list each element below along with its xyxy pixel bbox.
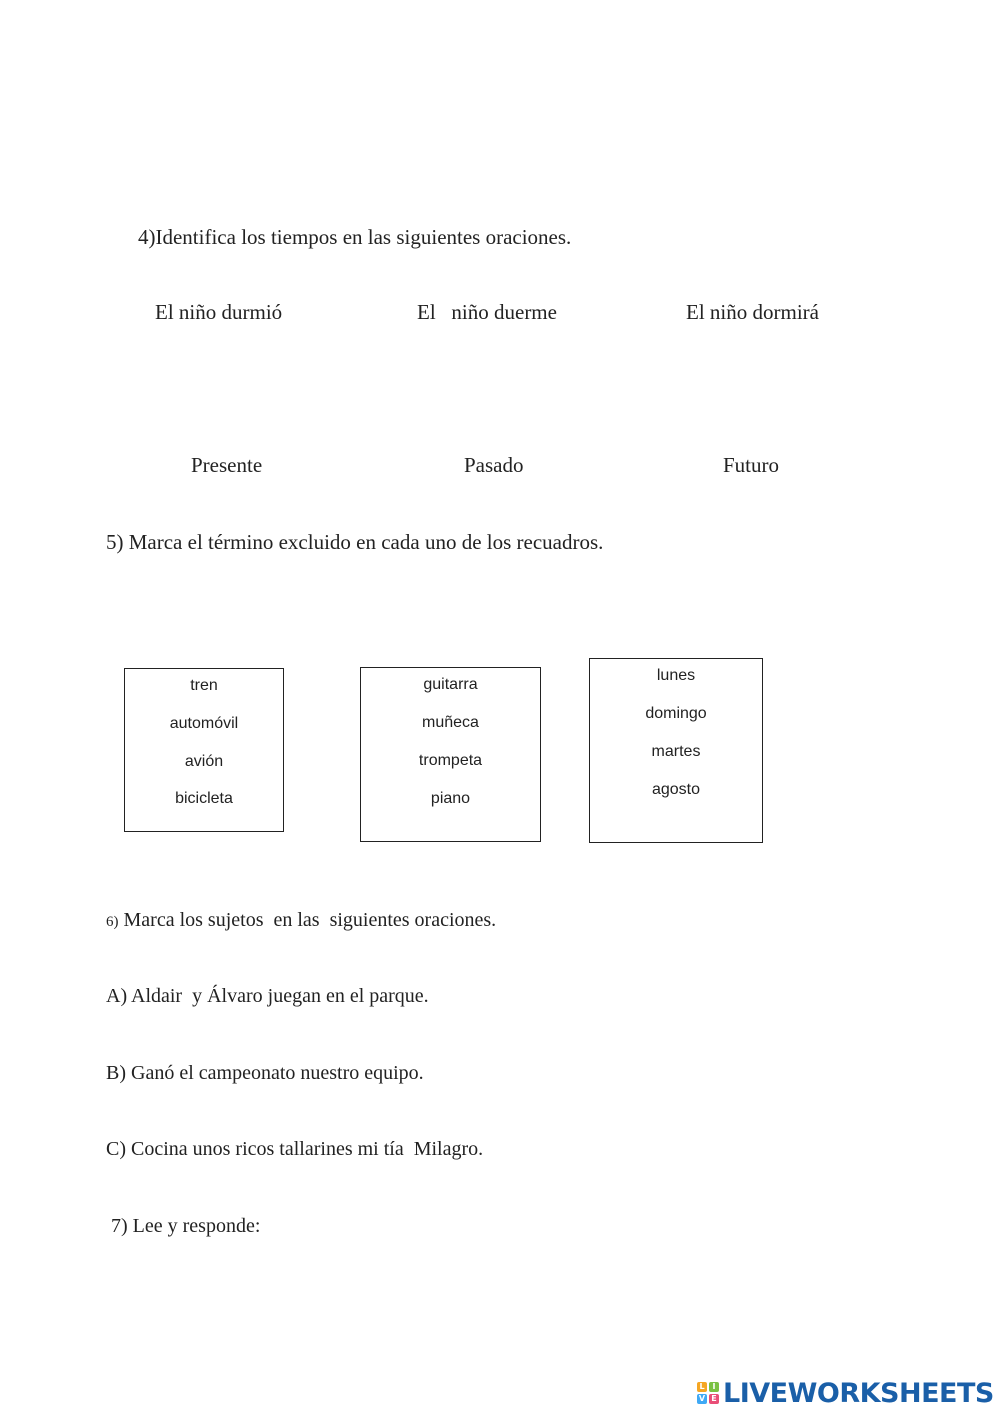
word-box-days	[589, 658, 763, 843]
word-option[interactable]: lunes	[656, 667, 696, 684]
word-option[interactable]: martes	[651, 743, 701, 760]
word-option[interactable]: trompeta	[418, 752, 483, 769]
logo-wordmark: LIVEWORKSHEETS	[723, 1377, 994, 1409]
sentence-past: El niño durmió	[155, 300, 283, 324]
section-6-heading-text: Marca los sujetos en las siguientes oraciones.	[118, 909, 497, 931]
logo-letter-e: E	[709, 1394, 719, 1404]
sentence-a[interactable]: A) Aldair y Álvaro juegan en el parque.	[106, 985, 429, 1007]
section-6-number: 6)	[106, 914, 119, 930]
tense-option-presente[interactable]: Presente	[191, 453, 263, 477]
sentence-c[interactable]: C) Cocina unos ricos tallarines mi tía Milagro.	[106, 1138, 484, 1160]
word-option[interactable]: muñeca	[422, 714, 479, 731]
word-option[interactable]: guitarra	[423, 676, 478, 693]
section-7-heading: 7) Lee y responde:	[111, 1215, 261, 1237]
sentence-future: El niño dormirá	[686, 300, 819, 324]
sentence-present: El niño duerme	[417, 300, 557, 324]
word-option[interactable]: bicicleta	[175, 790, 233, 807]
section-5-heading: 5) Marca el término excluido en cada uno de los recuadros.	[106, 530, 604, 554]
word-box-instruments	[360, 667, 541, 842]
tense-option-futuro[interactable]: Futuro	[723, 453, 780, 477]
word-option[interactable]: avión	[184, 753, 224, 770]
word-option[interactable]: agosto	[651, 781, 701, 798]
logo-letter-l: L	[697, 1382, 707, 1392]
liveworksheets-logo	[697, 1377, 994, 1409]
logo-letter-v: V	[698, 1394, 706, 1403]
word-option[interactable]: piano	[430, 790, 471, 807]
logo-letter-i: I	[709, 1382, 719, 1392]
word-option[interactable]: domingo	[645, 705, 707, 722]
section-4-heading: 4)Identifica los tiempos en las siguientes oraciones.	[138, 225, 572, 249]
logo-mark-icon	[697, 1382, 719, 1404]
sentence-b[interactable]: B) Ganó el campeonato nuestro equipo.	[106, 1062, 424, 1084]
section-6-heading	[106, 909, 496, 932]
word-box-transport	[124, 668, 284, 832]
tense-option-pasado[interactable]: Pasado	[464, 453, 524, 477]
word-option[interactable]: tren	[190, 677, 218, 694]
word-option[interactable]: automóvil	[169, 715, 239, 732]
